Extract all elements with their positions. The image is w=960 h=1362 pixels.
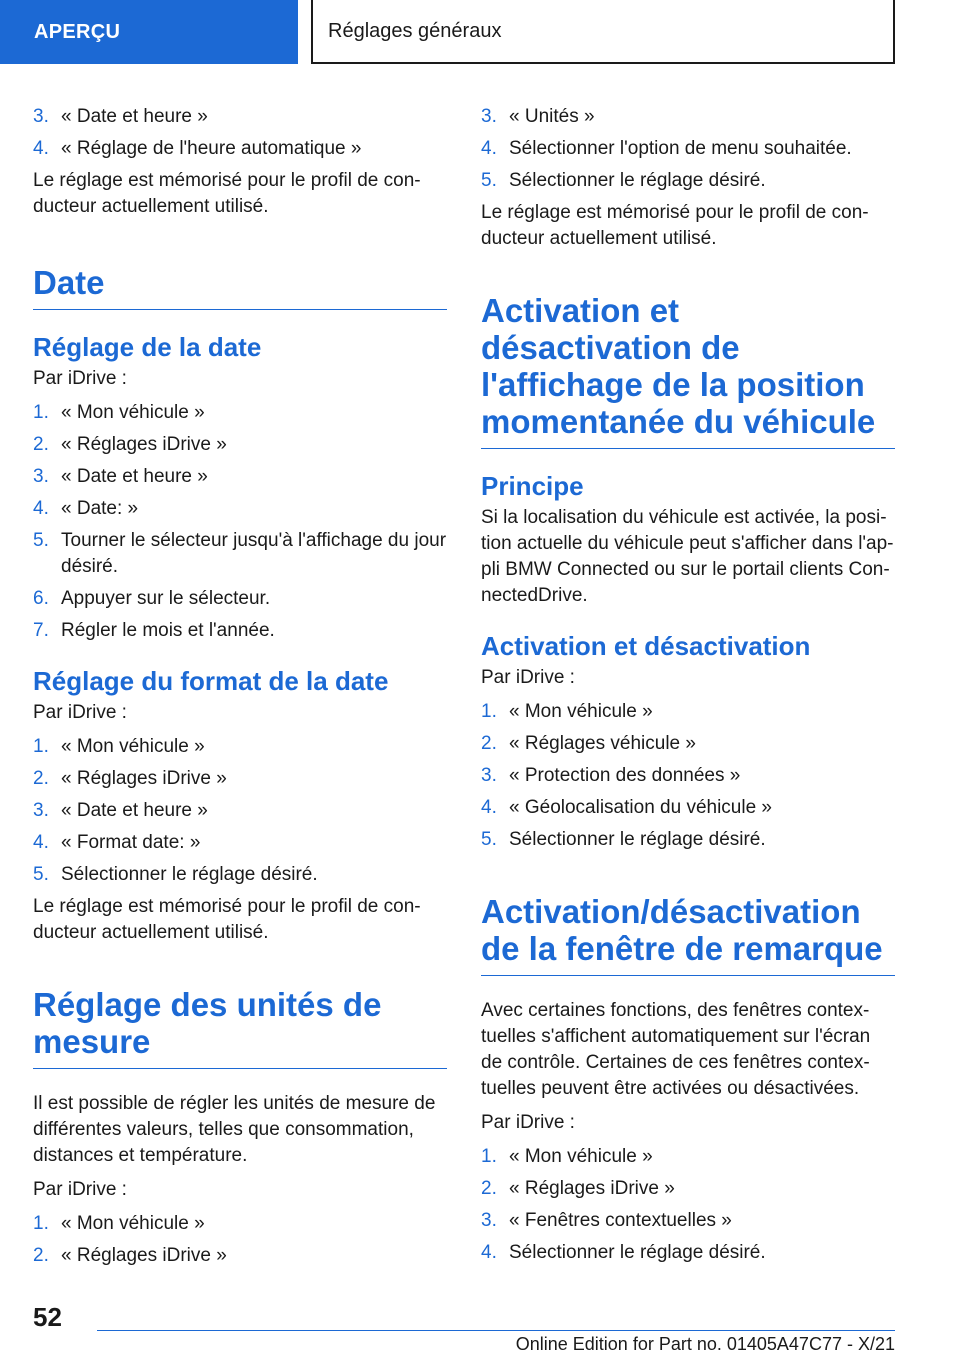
step-number: 2. <box>481 733 497 754</box>
page-header <box>0 0 960 66</box>
step-text: Sélectionner le réglage désiré. <box>509 170 766 191</box>
step-number: 4. <box>481 1242 497 1263</box>
heading-activation: Activation et désactivation <box>481 631 811 661</box>
step-text: « Réglage de l'heure automatique » <box>61 138 362 159</box>
list-item <box>481 168 895 194</box>
step-text: « Unités » <box>509 106 595 127</box>
note-text: Le réglage est mémorisé pour le profil de con-ducteur actuellement utilisé. <box>33 170 421 217</box>
step-text: « Format date: » <box>61 832 201 853</box>
step-text: Tourner le sélecteur jusqu'à l'affichage du jour désiré. <box>61 530 447 577</box>
idrive-label: Par iDrive : <box>33 702 127 723</box>
list-item <box>481 795 895 821</box>
step-text: Sélectionner le réglage désiré. <box>509 829 766 850</box>
step-text: « Mon véhicule » <box>61 736 205 757</box>
edition-text: Online Edition for Part no. 01405A47C77 - X/21 <box>515 1334 895 1354</box>
section-tab: APERÇU <box>0 0 298 64</box>
list-item <box>33 862 447 888</box>
step-number: 1. <box>33 1213 49 1234</box>
list-item <box>33 766 447 792</box>
step-text: « Réglages véhicule » <box>509 733 696 754</box>
list-item <box>33 464 447 490</box>
units-paragraph: Il est possible de régler les unités de mesure de différentes valeurs, telles que consommation, distances et température. <box>33 1093 436 1166</box>
right-column <box>481 104 895 1272</box>
step-text: « Date: » <box>61 498 139 519</box>
list-item <box>33 496 447 522</box>
steps-activation <box>481 699 895 853</box>
list-item <box>481 136 895 162</box>
step-text: « Protection des données » <box>509 765 741 786</box>
top-steps-right <box>481 104 895 194</box>
list-item <box>481 731 895 757</box>
heading-date: Date <box>33 264 447 310</box>
list-item <box>481 1208 895 1234</box>
idrive-label: Par iDrive : <box>33 368 127 389</box>
step-number: 4. <box>33 832 49 853</box>
step-number: 1. <box>481 1146 497 1167</box>
list-item <box>33 1243 447 1269</box>
step-text: Régler le mois et l'année. <box>61 620 275 641</box>
step-text: « Mon véhicule » <box>509 1146 653 1167</box>
list-item <box>33 618 447 644</box>
idrive-label: Par iDrive : <box>481 1112 575 1133</box>
list-item <box>481 1240 895 1266</box>
heading-position-display: Activation et désactivation de l'affichage de la position momentanée du véhicule <box>481 292 895 449</box>
step-text: Sélectionner le réglage désiré. <box>509 1242 766 1263</box>
step-number: 3. <box>33 800 49 821</box>
step-number: 1. <box>33 736 49 757</box>
note-text: Le réglage est mémorisé pour le profil de con-ducteur actuellement utilisé. <box>481 202 869 249</box>
list-item <box>481 763 895 789</box>
heading-set-date: Réglage de la date <box>33 332 262 362</box>
step-text: « Date et heure » <box>61 106 208 127</box>
step-number: 2. <box>33 1245 49 1266</box>
step-number: 1. <box>33 402 49 423</box>
left-column <box>33 104 447 1275</box>
list-item <box>481 827 895 853</box>
list-item <box>33 400 447 426</box>
list-item <box>33 1211 447 1237</box>
footer-divider <box>97 1330 895 1331</box>
note-text: Le réglage est mémorisé pour le profil de con-ducteur actuellement utilisé. <box>33 896 421 943</box>
step-text: « Date et heure » <box>61 466 208 487</box>
heading-date-format: Réglage du format de la date <box>33 666 389 696</box>
step-text: « Fenêtres contextuelles » <box>509 1210 732 1231</box>
list-item <box>33 104 447 130</box>
step-number: 3. <box>481 106 497 127</box>
step-number: 3. <box>33 466 49 487</box>
page-number: 52 <box>33 1302 62 1332</box>
step-number: 4. <box>33 138 49 159</box>
list-item <box>33 734 447 760</box>
step-number: 5. <box>481 170 497 191</box>
step-number: 3. <box>481 1210 497 1231</box>
idrive-label: Par iDrive : <box>481 667 575 688</box>
step-text: Appuyer sur le sélecteur. <box>61 588 271 609</box>
step-text: « Réglages iDrive » <box>61 1245 227 1266</box>
step-text: « Date et heure » <box>61 800 208 821</box>
step-text: « Réglages iDrive » <box>61 768 227 789</box>
list-item <box>481 1144 895 1170</box>
step-number: 2. <box>33 768 49 789</box>
step-text: Sélectionner l'option de menu souhaitée. <box>509 138 852 159</box>
idrive-label: Par iDrive : <box>33 1179 127 1200</box>
list-item <box>33 528 447 580</box>
list-item <box>33 798 447 824</box>
step-text: « Mon véhicule » <box>509 701 653 722</box>
step-number: 4. <box>481 138 497 159</box>
heading-units: Réglage des unités de mesure <box>33 986 447 1069</box>
list-item <box>33 136 447 162</box>
steps-set-date <box>33 400 447 644</box>
step-number: 2. <box>481 1178 497 1199</box>
step-number: 6. <box>33 588 49 609</box>
step-text: « Géolocalisation du véhicule » <box>509 797 773 818</box>
list-item <box>33 432 447 458</box>
step-number: 3. <box>33 106 49 127</box>
chapter-title: Réglages généraux <box>311 0 895 64</box>
step-number: 3. <box>481 765 497 786</box>
step-number: 4. <box>481 797 497 818</box>
step-text: « Mon véhicule » <box>61 1213 205 1234</box>
popup-paragraph: Avec certaines fonctions, des fenêtres contex-tuelles s'affichent automatiquement sur l'écran de contrôle. Certaines de ces fenêtres contex-tuelles peuvent être activées ou désactivées. <box>481 1000 871 1099</box>
step-number: 7. <box>33 620 49 641</box>
step-number: 2. <box>33 434 49 455</box>
step-text: « Réglages iDrive » <box>61 434 227 455</box>
list-item <box>481 699 895 725</box>
list-item <box>481 1176 895 1202</box>
step-number: 5. <box>33 530 49 551</box>
step-number: 1. <box>481 701 497 722</box>
list-item <box>33 586 447 612</box>
list-item <box>481 104 895 130</box>
step-text: « Réglages iDrive » <box>509 1178 675 1199</box>
step-number: 5. <box>33 864 49 885</box>
top-steps-left <box>33 104 447 162</box>
step-number: 4. <box>33 498 49 519</box>
principe-paragraph: Si la localisation du véhicule est activée, la posi-tion actuelle du véhicule peut s'afficher dans l'ap-pli BMW Connected ou sur le portail clients Con-nectedDrive. <box>481 507 894 606</box>
steps-popup <box>481 1144 895 1266</box>
heading-popup-window: Activation/désactivation de la fenêtre de remarque <box>481 893 895 976</box>
step-text: Sélectionner le réglage désiré. <box>61 864 318 885</box>
step-text: « Mon véhicule » <box>61 402 205 423</box>
steps-units <box>33 1211 447 1269</box>
steps-date-format <box>33 734 447 888</box>
list-item <box>33 830 447 856</box>
heading-principe: Principe <box>481 471 584 501</box>
step-number: 5. <box>481 829 497 850</box>
